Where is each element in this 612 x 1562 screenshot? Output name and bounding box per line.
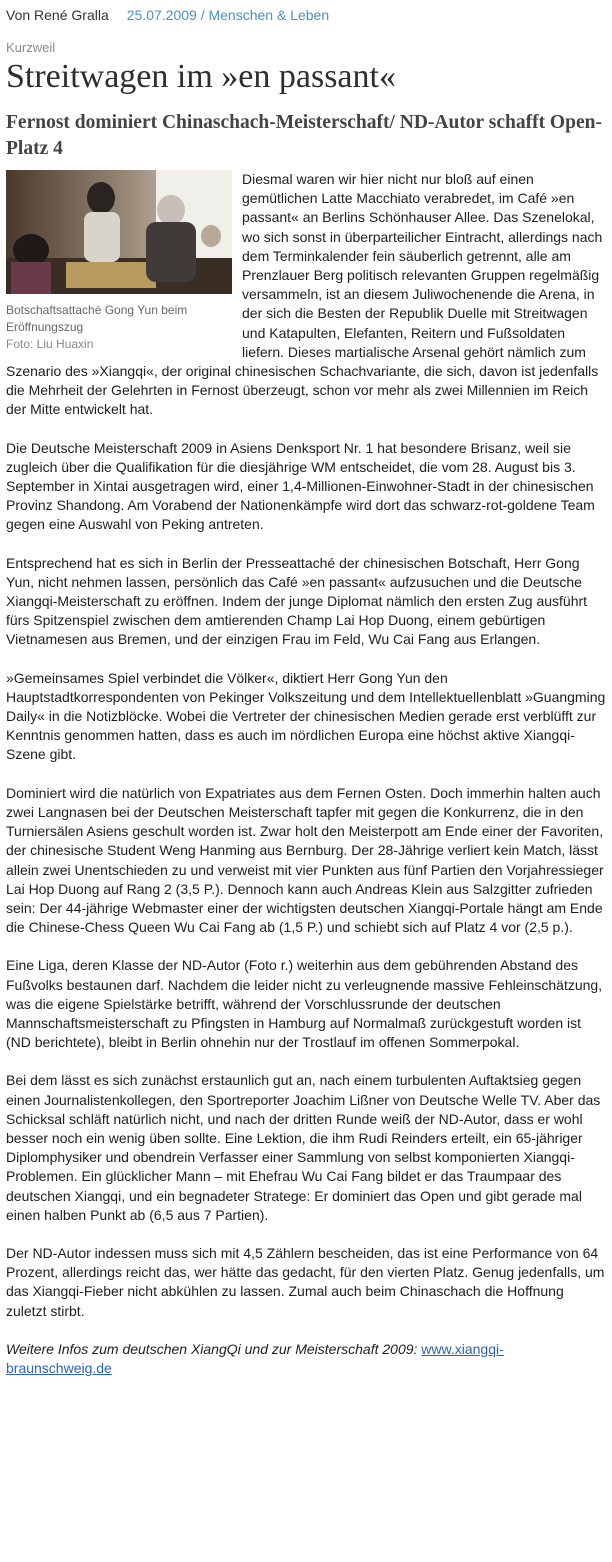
author: Von René Gralla [6, 7, 109, 23]
paragraph-7: Bei dem lässt es sich zunächst erstaunlich gut an, nach einem turbulenten Auftaktsieg gegen einen Journalistenkollegen, den Sportreporter Joachim Lißner von Deutsche Welle TV. Aber das Schicksal schläft natürlich nicht, und nach der dritten Runde weiß der ND-Autor, dass er wohl besser noch ein wenig üben sollte. Eine Lektion, die ihm Rudi Reinders erteilt, ein 65-jähriger Diplomphysiker und obendrein Verfasser einer Sammlung von selbst komponierten Xiangqi-Problemen. Ein glücklicher Mann – mit Ehefrau Wu Cai Fang bildet er das Traumpaar des deutschen Xiangqi, und ein begnadeter Stratege: Er dominiert das Open und gibt gerade mal einen halben Punkt ab (6,5 aus 7 Partien). [6, 1072, 601, 1223]
more-info [6, 1340, 606, 1378]
article-photo [6, 170, 232, 294]
more-info-text: Weitere Infos zum deutschen XiangQi und zur Meisterschaft 2009: [6, 1340, 422, 1357]
kicker: Kurzweil [6, 40, 56, 55]
paragraph-3: Entsprechend hat es sich in Berlin der Presseattaché der chinesischen Botschaft, Herr Gong Yun, nicht nehmen lassen, persönlich das Café »en passant« aufzusuchen und die Deutsche Xiangqi-Meisterschaft zu eröffnen. Indem der junge Diplomat nämlich den ersten Zug ausführt fürs Spitzenspiel zwischen dem amtierenden Champ Lai Hop Duong, einem gebürtigen Vietnamesen aus Bremen, und der einzigen Frau im Feld, Wu Cai Fang aus Erlangen. [6, 554, 588, 648]
article-figure [6, 170, 232, 353]
paragraph-2: Die Deutsche Meisterschaft 2009 in Asiens Denksport Nr. 1 hat besondere Brisanz, weil sie zugleich über die Qualifikation für die diesjährige WM entscheidet, die vom 28. August bis 3. September in Xintai ausgetragen wird, einer 1,4-Millionen-Einwohner-Stadt in der chinesischen Provinz Shandong. Am Vorabend der Nationenkämpfe wird dort das schwarz-rot-goldene Team gegen eine Auswahl von Peking antreten. [6, 439, 595, 533]
publish-date: 25.07.2009 [126, 7, 197, 23]
article-body [6, 170, 606, 1378]
paragraph-8: Der ND-Autor indessen muss sich mit 4,5 Zählern bescheiden, das ist eine Performance von 64 Prozent, allerdings reicht das, wer hätte das gedacht, für den vierten Platz. Genug jedenfalls, um das Xiangqi-Fieber nicht abkühlen zu lassen. Zumal auch beim Chinaschach die Hoffnung zuletzt stirbt. [6, 1244, 605, 1319]
category-link[interactable]: Menschen & Leben [208, 7, 330, 23]
byline-separator: / [196, 7, 209, 23]
paragraph-6: Eine Liga, deren Klasse der ND-Autor (Foto r.) weiterhin aus dem gebührenden Abstand des Fußvolks bestaunen darf. Nachdem die leider nicht zu verleugnende massive Fehleinschätzung, was die eigene Spielstärke betrifft, während der Vorschlussrunde der deutschen Mannschaftsmeisterschaft zu Pfingsten in Hamburg auf Normalmaß zurückgestuft worden ist (ND berichtete), bleibt in Berlin ohnehin nur der Trostlauf im offenen Sommerpokal. [6, 957, 603, 1051]
article-title: Streitwagen im »en passant« [6, 58, 396, 95]
paragraph-4: »Gemeinsames Spiel verbindet die Völker«, diktiert Herr Gong Yun den Hauptstadtkorrespondenten von Pekinger Volkszeitung und dem Intellektuellenblatt »Guangming Daily« in die Notizblöcke. Wobei die Vertreter der chinesischen Medien gerade erst verblüfft zur Kenntnis genommen hatten, dass es auch im nördlichen Europa eine höchst aktive Xiangqi-Szene gibt. [6, 669, 606, 763]
byline [6, 0, 606, 24]
paragraph-1: Diesmal waren wir hier nicht nur bloß auf einen gemütlichen Latte Macchiato verabredet, im Café »en passant« an Berlins Schönhauser Allee. Das Szenelokal, wo sich sonst in überparteilicher Eintracht, allerdings nach dem Terminkalender fein säuberlich getrennt, alle am Prenzlauer Berg politisch relevanten Gruppen regelmäßig versammeln, ist an diesem Juliwochenende die Arena, in der sich die Besten der Republik Duelle mit Streitwagen und Katapulten, Elefanten, Reitern und Fußsoldaten liefern. Dieses martialische Arsenal gehört nämlich zum Szenario des »Xiangqi«, der original chinesischen Schachvariante, die sich, davon ist jedenfalls die Mehrheit der Gelehrten in Fernost überzeugt, schon vor mehr als zwei Millennien im Reich der Mitte entwickelt hat. [6, 171, 603, 418]
more-info-link[interactable]: www.xiangqi-braunschweig.de [6, 1340, 504, 1376]
paragraph-5: Dominiert wird die natürlich von Expatriates aus dem Fernen Osten. Doch immerhin halten auch zwei Langnasen bei der Deutschen Meisterschaft tapfer mit gegen die Konkurrenz, die in den Turniersälen Asiens geschult worden ist. Zwar holt den Meisterpott am Ende einer der Favoriten, der chinesische Student Weng Hanming aus Bernburg. Der 28-Jährige verliert kein Match, lässt allein zwei Unentschieden zu und verweist mit vier Punkten aus fünf Partien den Vorjahressieger Lai Hop Duong auf Rang 2 (3,5 P.). Dennoch kann auch Andreas Klein aus Salzgitter zufrieden sein: Der 44-jährige Webmaster einer der wichtigsten deutschen Xiangqi-Portale hängt am Ende die Chinese-Chess Queen Wu Cai Fang ab (1,5 P.) und schiebt sich auf Platz 4 vor (2,5 p.). [6, 784, 604, 936]
article-subtitle: Fernost dominiert Chinaschach-Meisterschaft/ ND-Autor schafft Open-Platz 4 [6, 112, 602, 159]
photo-caption: Botschaftsattaché Gong Yun beim Eröffnungszug [6, 303, 188, 334]
photo-illustration [6, 170, 232, 294]
photo-credit: Foto: Liu Huaxin [6, 337, 94, 351]
